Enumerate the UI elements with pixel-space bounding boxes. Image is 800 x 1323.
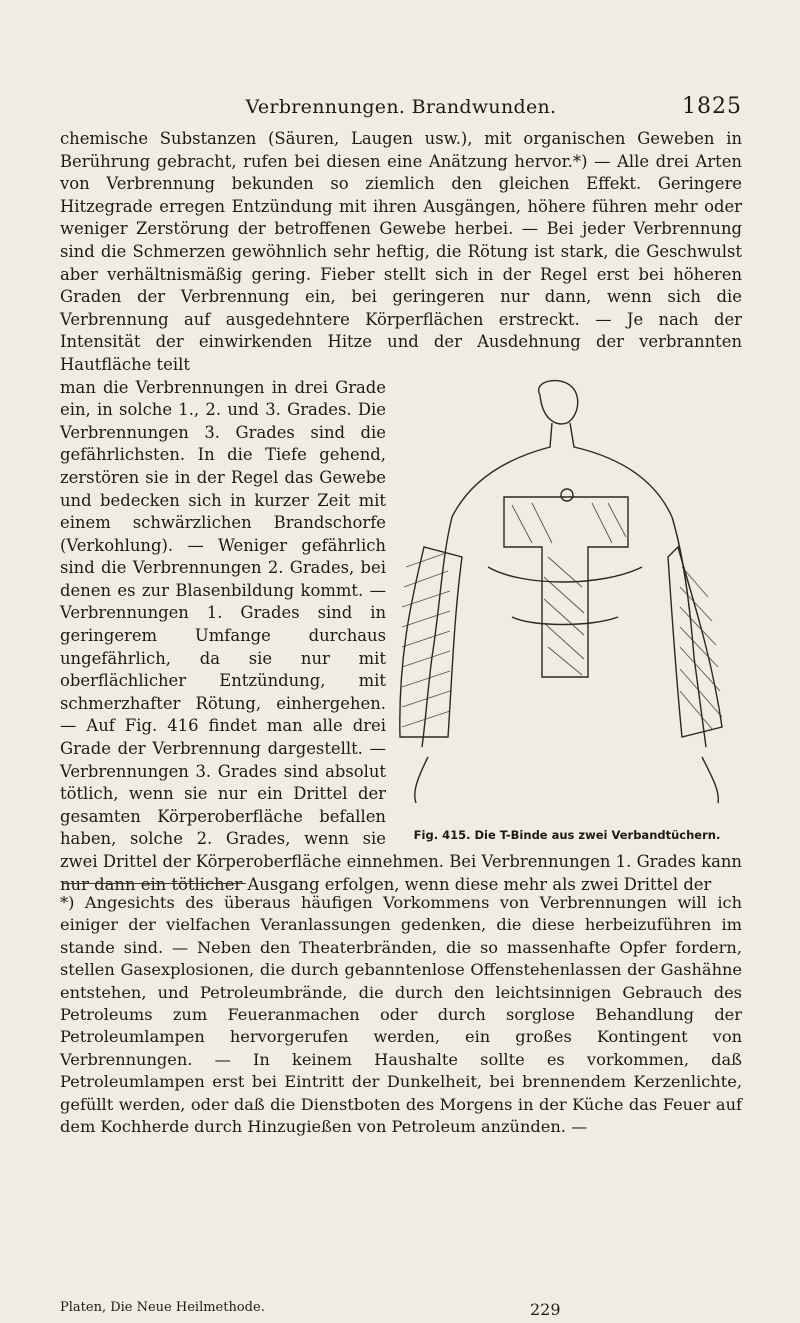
figure-t-bandage <box>392 377 742 845</box>
paragraph-intro: chemische Substanzen (Säuren, Laugen usw.), mit organischen Geweben in Berührung gebracht, rufen bei diesen eine Anätzung hervor.*) — Alle drei Arten von Verbrennung bekunden so ziemlich den gleichen Effekt. Geringere Hitzegrade erregen Entzündung mit ihren Ausgängen, höhere führen mehr oder weniger Zerstörung der betroffenen Gewebe herbei. — Bei jeder Verbrennung sind die Schmerzen gewöhnlich sehr heftig, die Rötung ist stark, die Geschwulst aber verhältnismäßig gering. Fieber stellt sich in der Regel erst bei höheren Graden der Verbrennung ein, bei geringeren nur dann, wenn sich die Verbrennung auf ausgedehntere Körperflächen erstreckt. — Je nach der Intensität der einwirkenden Hitze und der Ausdehnung der verbrannten Hautfläche teilt <box>60 129 742 374</box>
book-imprint: Platen, Die Neue Heilmethode. <box>60 1300 265 1315</box>
page-header <box>60 96 742 124</box>
footnote-divider <box>62 883 246 884</box>
running-title: Verbrennungen. Brandwunden. <box>245 96 557 118</box>
page-number: 1825 <box>682 94 742 119</box>
figure-caption: Fig. 415. Die T-Binde aus zwei Verbandtüchern. <box>413 827 721 842</box>
footnote-text: *) Angesichts des überaus häufigen Vorkommens von Verbrennungen will ich einiger der vielfachen Veranlassungen gedenken, die diese herbeizuführen im stande sind. — Neben den Theaterbränden, die so massenhafte Opfer fordern, stellen Gasexplosionen, die durch gebanntenlose Offenstehenlassen der Gashähne entstehen, und Petroleumbrände, die durch den leichtsinnigen Gebrauch des Petroleums zum Feueranmachen oder durch sorglose Behandlung der Petroleumlampen hervorgerufen werden, ein großes Kontingent von Verbrennungen. — In keinem Haushalte sollte es vorkommen, daß Petroleumlampen erst bei Eintritt der Dunkelheit, bei brennendem Kerzenlichte, gefüllt werden, oder daß die Dienstboten des Morgens in der Küche das Feuer auf dem Kochherde durch Hinzugießen von Petroleum anzünden. — <box>60 893 742 1137</box>
paragraph-grades: man die Verbrennungen in drei Grade ein, in solche 1., 2. und 3. Grades. Die Verbrennungen 3. Grades sind die gefährlichsten. In die Tiefe gehend, zerstören sie in der Regel das Gewebe und bedecken sich in kurzer Zeit mit einem schwärzlichen Brandschorfe (Verkohlung). — Weniger gefährlich sind die Verbrennungen 2. Grades, bei denen es zur Blasenbildung kommt. — Verbrennungen 1. Grades sind in geringerem Umfange durchaus ungefährlich, da sie nur mit oberflächlicher Entzündung, mit schmerzhafter Rötung, einhergehen. — Auf Fig. 416 findet man alle drei Grade der Verbrennung dargestellt. — Verbrennungen 3. Grades sind absolut tötlich, wenn sie nur ein Drittel der gesamten Körperoberfläche befallen haben, solche 2. Grades, wenn sie zwei Drittel der Körperoberfläche einnehmen. Bei Verbrennungen 1. Grades kann nur dann ein tötlicher Ausgang erfolgen, wenn diese mehr als zwei Drittel der <box>60 377 742 894</box>
t-bandage-illustration <box>392 377 742 805</box>
page-footer <box>60 1300 742 1322</box>
signature-number: 229 <box>530 1300 561 1319</box>
footnote <box>60 892 742 1138</box>
main-text <box>60 128 742 896</box>
